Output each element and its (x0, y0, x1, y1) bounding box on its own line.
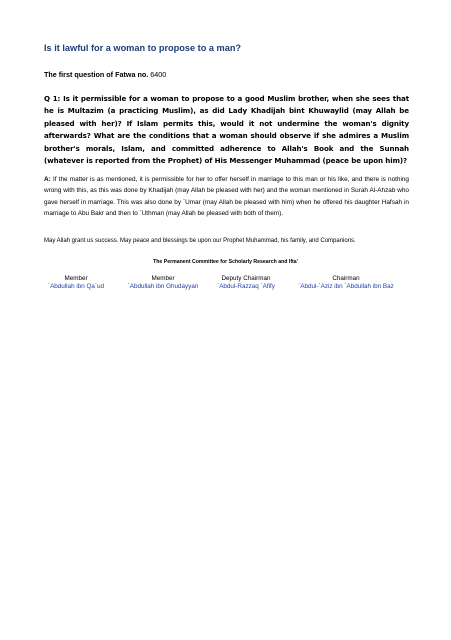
signatory-name: `Abdullah ibn Ghudayyan (127, 283, 199, 290)
answer-prefix: A: (44, 176, 51, 183)
subtitle-label: The first question of Fatwa no. (44, 70, 149, 79)
answer-text: If the matter is as mentioned, it is permissible for her to offer herself in marriage to this man or his like, and there is nothing wrong with this, as this was done by Khadijah (may Allah be pleased with her) and the woman mentioned in Surah Al-Ahzab who gave herself in marriage. This was also done by `Umar (may Allah be pleased with him) when he offered his daughter Hafsah in marriage to Abu Bakr and then to `Uthman (may Allah be pleased with both of them). (44, 176, 409, 217)
fatwa-number: 6400 (150, 70, 167, 79)
signatory-role: Member (151, 275, 175, 282)
fatwa-subtitle (44, 70, 166, 79)
signatory-member-1 (33, 275, 119, 290)
question-text: Q 1: Is it permissible for a woman to propose to a good Muslim brother, when she sees that he is Multazim (a practicing Muslim), as did Lady Khadijah bint Khuwaylid (may Allah be pleased with her)? If Islam permits this, would it not undermine the woman's dignity afterwards? What are the conditions that a woman should observe if she admires a Muslim brother's morals, Islam, and committed adherence to Allah's Book and the Sunnah (whatever is reported from the Prophet) of His Messenger Muhammad (peace be upon him)? (44, 94, 409, 166)
answer-paragraph (44, 174, 409, 219)
signatory-deputy-chairman (209, 275, 283, 290)
signatory-role: Chairman (332, 275, 360, 282)
closing-text: May Allah grant us success. May peace and blessings be upon our Prophet Muhammad, his family, and Companions. (44, 238, 356, 244)
signatory-role: Member (64, 275, 88, 282)
signatory-name: `Abdul-`Aziz ibn `Abdullah ibn Baz (298, 283, 394, 290)
signatory-member-2 (119, 275, 207, 290)
signatory-role: Deputy Chairman (221, 275, 271, 282)
signatory-chairman (286, 275, 406, 290)
signatory-name: `Abdullah ibn Qa`ud (47, 283, 104, 290)
committee-name: The Permanent Committee for Scholarly Research and Ifta' (153, 259, 298, 265)
page-title: Is it lawful for a woman to propose to a man? (44, 43, 242, 53)
signatory-name: `Abdul-Razzaq `Afify (217, 283, 275, 290)
